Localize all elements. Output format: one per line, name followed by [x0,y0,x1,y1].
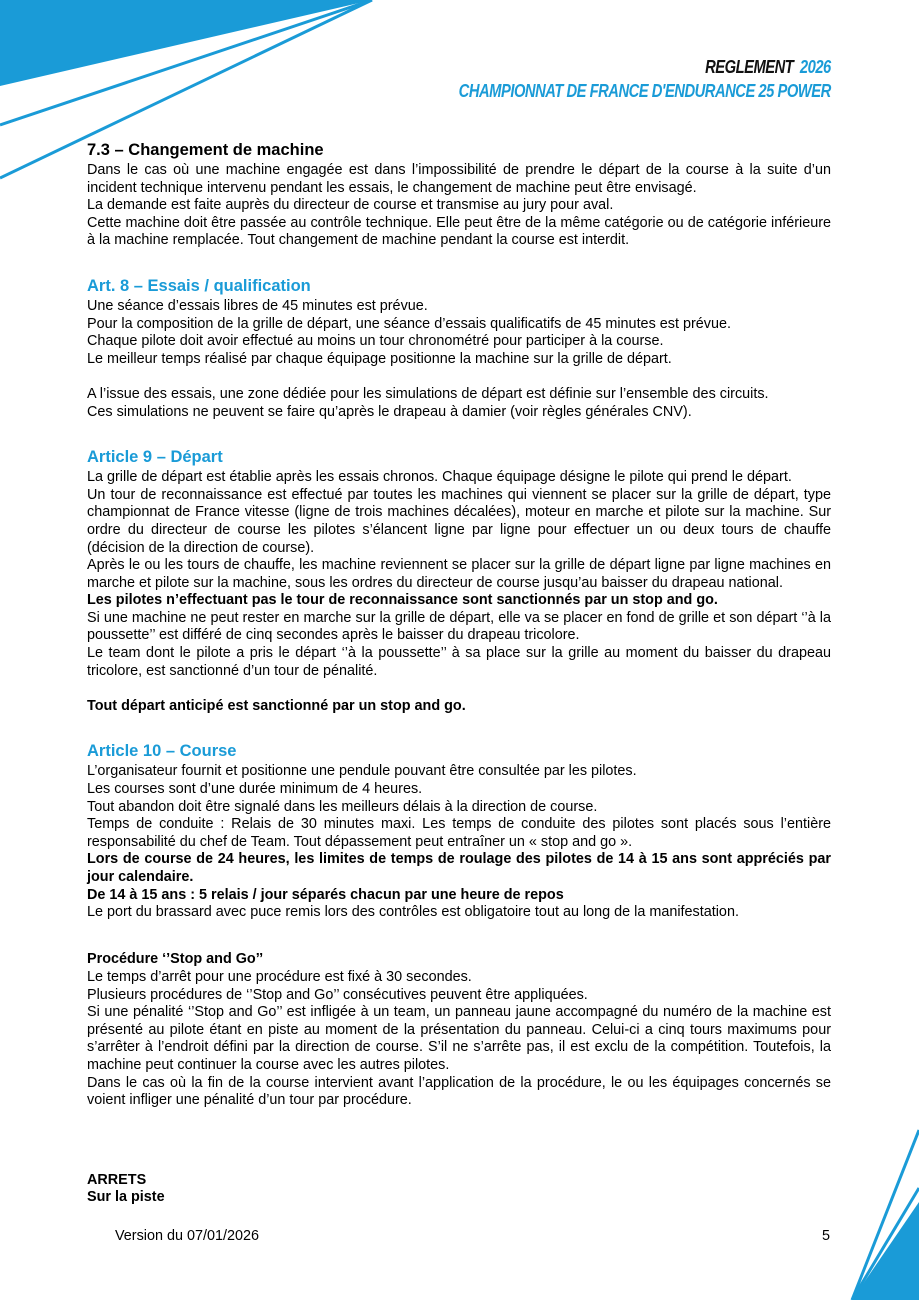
article-heading: Article 9 – Départ [87,448,223,467]
document-body [87,140,831,1207]
paragraph: Si une pénalité ‘’Stop and Go’’ est infligée à un team, un panneau jaune accompagné du numéro de la machine est présenté au pilote étant en piste au moment de la présentation du panneau. Celui-ci a cinq tours maximums pour s’arrêter à l’endroit défini par la direction de course. S’il ne s’arrête pas, il est exclu de la compétition. Toutefois, la machine peut continuer la course avec les autres pilotes. [87,1004,831,1073]
page-number: 5 [822,1228,831,1244]
header-title-line [459,57,831,77]
paragraph: A l’issue des essais, une zone dédiée pour les simulations de départ est définie sur l’ensemble des circuits. [87,385,769,402]
corner-stripes-decoration-bottom-right [844,1120,919,1300]
paragraph: Le team dont le pilote a pris le départ ‘’à la poussette’’ à sa place sur la grille au moment du baisser du drapeau tricolore, est sanctionné d’un tour de pénalité. [87,645,831,679]
article-heading: Article 10 – Course [87,742,237,761]
paragraph: Le temps d’arrêt pour une procédure est fixé à 30 secondes. [87,968,472,985]
section-heading: 7.3 – Changement de machine [87,141,324,159]
subsection-heading: Procédure ‘’Stop and Go’’ [87,951,264,968]
corner-triangle-shape [0,0,372,86]
paragraph: Les courses sont d’une durée minimum de 4 heures. [87,781,423,798]
paragraph: Ces simulations ne peuvent se faire qu’après le drapeau à damier (voir règles générales CNV). [87,403,692,420]
paragraph: Cette machine doit être passée au contrôle technique. Elle peut être de la même catégorie ou de catégorie inférieure à la machine remplacée. Tout changement de machine pendant la course est interdit. [87,214,831,249]
paragraph: Le port du brassard avec puce remis lors des contrôles est obligatoire tout au long de la manifestation. [87,904,739,921]
section-arrets [87,1172,831,1207]
paragraph: Temps de conduite : Relais de 30 minutes maxi. Les temps de conduite des pilotes sont placés sous l’entière responsabilité du chef de Team. Tout dépassement peut entraîner un « stop and go ». [87,816,831,850]
paragraph: La grille de départ est établie après les essais chronos. Chaque équipage désigne le pilote qui prend le départ. [87,469,792,486]
bold-paragraph: Les pilotes n’effectuant pas le tour de reconnaissance sont sanctionnés par un stop and go. [87,592,718,609]
paragraph: Chaque pilote doit avoir effectué au moins un tour chronométré pour participer à la course. [87,333,664,350]
paragraph: Une séance d’essais libres de 45 minutes est prévue. [87,297,428,314]
header-year: 2026 [800,57,831,77]
footer-version: Version du 07/01/2026 [115,1228,260,1244]
paragraph: Dans le cas où une machine engagée est dans l’impossibilité de prendre le départ de la course à la suite d’un incident technique intervenu pendant les essais, le changement de machine peut être envisagé. [87,162,831,196]
subsection-subheading: Sur la piste [87,1189,165,1206]
paragraph: Plusieurs procédures de ‘’Stop and Go’’ consécutives peuvent être appliquées. [87,986,588,1003]
paragraph: Après le ou les tours de chauffe, les machine reviennent se placer sur la grille de départ ligne par ligne machines en marche et pilote sur la machine, sous les ordres du directeur de course jusqu’au baisser du drapeau national. [87,557,831,591]
paragraph: Pour la composition de la grille de départ, une séance d’essais qualificatifs de 45 minutes est prévue. [87,315,731,332]
section-stop-and-go [87,951,831,1109]
subsection-heading: ARRETS [87,1171,147,1188]
section-article-9 [87,447,831,715]
paragraph: La demande est faite auprès du directeur de course et transmise au jury pour aval. [87,197,614,214]
paragraph: Le meilleur temps réalisé par chaque équipage positionne la machine sur la grille de départ. [87,350,672,367]
article-heading: Art. 8 – Essais / qualification [87,276,311,295]
paragraph: L’organisateur fournit et positionne une pendule pouvant être consultée par les pilotes. [87,763,637,780]
bold-paragraph: Lors de course de 24 heures, les limites de temps de roulage des pilotes de 14 à 15 ans sont appréciés par jour calendaire. [87,851,831,885]
bold-paragraph: Tout départ anticipé est sanctionné par un stop and go. [87,697,466,714]
section-7-3 [87,140,831,250]
header-title: REGLEMENT [705,57,794,77]
document-header [459,57,831,102]
section-article-8 [87,276,831,421]
bold-paragraph: De 14 à 15 ans : 5 relais / jour séparés chacun par une heure de repos [87,886,564,903]
paragraph: Si une machine ne peut rester en marche sur la grille de départ, elle va se placer en fond de grille et son départ ‘’à la poussette’’ est différé de cinq secondes après le baisser du drapeau tricolore. [87,609,831,644]
paragraph: Dans le cas où la fin de la course intervient avant l’application de la procédure, le ou les équipages concernés se voient infliger une pénalité d’un tour par procédure. [87,1074,831,1109]
paragraph: Tout abandon doit être signalé dans les meilleurs délais à la direction de course. [87,798,598,815]
paragraph: Un tour de reconnaissance est effectué par toutes les machines qui viennent se placer sur la grille de départ, type championnat de France vitesse (ligne de trois machines décalées), moteur en marche et pilote sur la machine. Sur ordre du directeur de course les pilotes s’élancent ligne par ligne pour effectuer un ou deux tours de chauffe (décision de la direction de course). [87,486,831,556]
header-subtitle: CHAMPIONNAT DE FRANCE D'ENDURANCE 25 POWER [458,81,831,101]
section-article-10 [87,741,831,921]
